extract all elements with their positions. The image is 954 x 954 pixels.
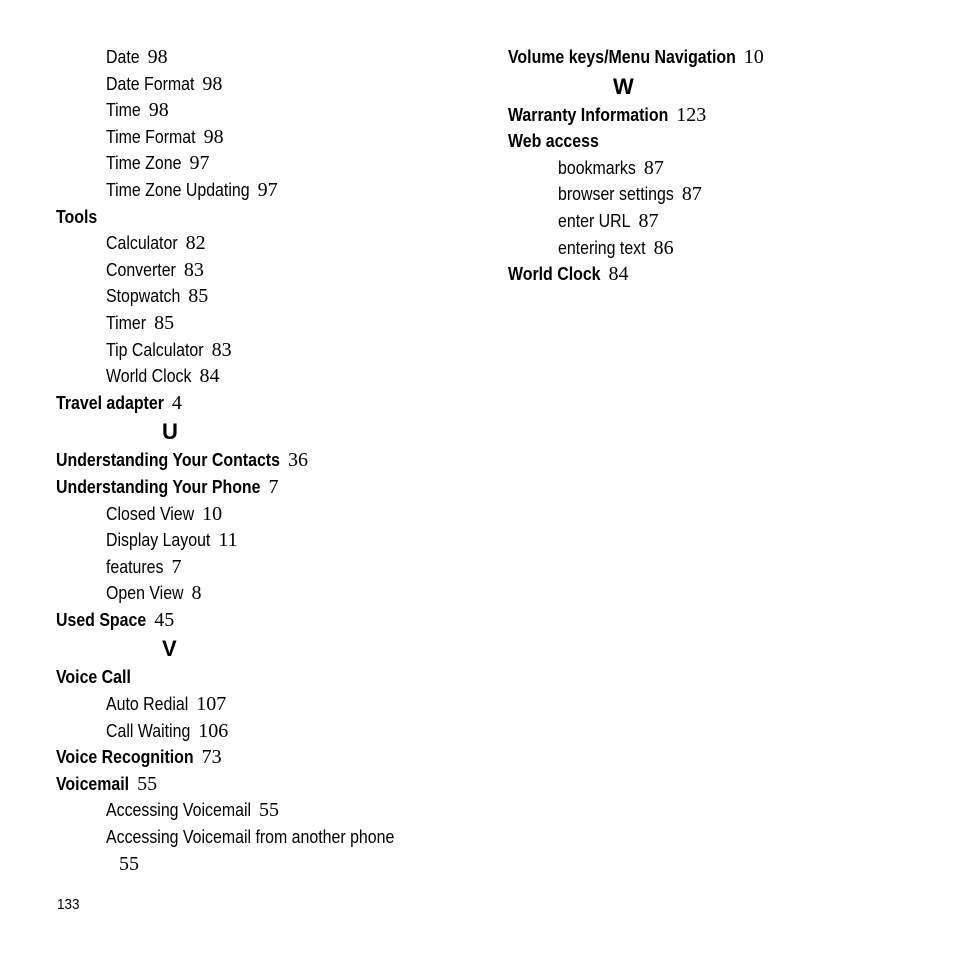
index-term: Travel adapter <box>56 391 164 413</box>
index-sub-entry <box>56 824 476 851</box>
index-page-ref: 85 <box>188 285 209 308</box>
index-page-ref: 98 <box>203 125 224 148</box>
index-term: Date <box>106 46 140 67</box>
index-page-ref: 10 <box>202 502 223 525</box>
index-sub-entry <box>56 97 476 124</box>
index-page-ref: 98 <box>147 46 168 68</box>
index-term: Voice Call <box>56 666 131 688</box>
index-page-ref: 87 <box>638 209 659 232</box>
index-page-ref: 4 <box>171 391 182 414</box>
page-number-text: 133 <box>57 896 80 913</box>
index-sub-entry <box>56 718 476 745</box>
index-term: Closed View <box>106 502 195 524</box>
index-sub-entry <box>56 554 476 581</box>
section-letter: U <box>162 419 178 445</box>
index-term: Tools <box>56 205 98 227</box>
index-term: Tip Calculator <box>106 338 204 360</box>
index-sub-entry <box>56 310 476 337</box>
index-sub-entry <box>56 337 476 364</box>
index-sub-entry <box>56 71 476 98</box>
index-sub-entry <box>508 155 928 182</box>
index-main-entry <box>508 102 928 129</box>
index-page-ref: 97 <box>189 152 210 175</box>
index-term: Time Zone <box>106 152 182 174</box>
index-page-ref: 36 <box>287 449 308 472</box>
page-number <box>57 895 82 915</box>
index-page-ref: 45 <box>154 608 175 631</box>
index-term: Used Space <box>56 608 147 630</box>
index-term: bookmarks <box>558 156 636 178</box>
index-term: Stopwatch <box>106 285 181 307</box>
index-term: Time <box>106 99 141 121</box>
index-term: Display Layout <box>106 529 211 551</box>
index-main-entry <box>508 128 928 155</box>
index-page-ref: 84 <box>608 263 629 286</box>
section-letter: W <box>613 73 634 99</box>
index-sub-entry <box>56 691 476 718</box>
index-page-ref: 7 <box>268 475 279 498</box>
index-term: Accessing Voicemail <box>106 799 252 821</box>
index-page-ref: 107 <box>196 693 227 716</box>
index-term: Volume keys/Menu Navigation <box>508 46 736 67</box>
index-term: Voice Recognition <box>56 746 194 768</box>
index-page-ref: 11 <box>218 529 238 552</box>
index-main-entry <box>508 44 928 71</box>
index-main-entry <box>56 607 476 634</box>
index-main-entry <box>56 744 476 771</box>
index-term: Auto Redial <box>106 693 189 715</box>
index-term: enter URL <box>558 209 631 231</box>
index-sub-entry <box>56 363 476 390</box>
index-page-ref: 83 <box>183 258 204 281</box>
index-main-entry <box>56 474 476 501</box>
index-page-ref: 98 <box>202 72 223 95</box>
index-page-ref: 87 <box>643 156 664 179</box>
index-term: Web access <box>508 130 599 152</box>
index-page-ref: 106 <box>198 719 229 742</box>
index-term: World Clock <box>106 365 192 387</box>
index-sub-entry <box>508 235 928 262</box>
index-main-entry <box>56 390 476 417</box>
index-sub-entry <box>56 527 476 554</box>
index-sub-entry <box>56 150 476 177</box>
index-sub-entry <box>56 501 476 528</box>
index-term: Converter <box>106 258 176 280</box>
index-page-ref: 10 <box>743 46 764 68</box>
index-page-ref: 98 <box>148 99 169 122</box>
index-entry-continuation <box>56 851 476 878</box>
index-page-ref: 83 <box>211 338 232 361</box>
index-page-ref: 55 <box>119 852 139 875</box>
index-sub-entry <box>56 177 476 204</box>
index-term: Accessing Voicemail from another phone <box>106 826 395 848</box>
index-main-entry <box>56 447 476 474</box>
index-term: Call Waiting <box>106 719 191 741</box>
index-term: Warranty Information <box>508 103 669 125</box>
index-term: Timer <box>106 311 147 333</box>
index-term: World Clock <box>508 263 601 285</box>
index-page-ref: 7 <box>171 555 182 578</box>
index-sub-entry <box>508 208 928 235</box>
index-main-entry <box>56 664 476 691</box>
index-page-ref: 82 <box>185 232 206 255</box>
index-sub-entry <box>56 580 476 607</box>
index-sub-entry <box>508 181 928 208</box>
index-term: Understanding Your Contacts <box>56 449 280 471</box>
index-main-entry <box>56 771 476 798</box>
index-term: Time Format <box>106 125 196 147</box>
index-term: entering text <box>558 236 646 258</box>
index-page-ref: 97 <box>257 178 278 201</box>
index-page-ref: 123 <box>676 103 707 126</box>
index-page-ref: 85 <box>154 311 175 334</box>
index-column-right <box>508 44 928 288</box>
index-term: Voicemail <box>56 772 130 794</box>
index-sub-entry <box>56 44 476 71</box>
index-main-entry <box>508 261 928 288</box>
index-sub-entry <box>56 124 476 151</box>
index-term: Time Zone Updating <box>106 178 250 200</box>
index-page-ref: 55 <box>137 772 158 795</box>
index-page-ref: 87 <box>681 183 702 206</box>
index-term: Open View <box>106 582 184 604</box>
index-term: features <box>106 555 164 577</box>
index-term: Understanding Your Phone <box>56 475 261 497</box>
index-page-ref: 8 <box>191 582 202 605</box>
index-term: Date Format <box>106 72 195 94</box>
index-sub-entry <box>56 230 476 257</box>
index-page-ref: 86 <box>653 236 674 259</box>
index-page-ref: 73 <box>201 746 222 769</box>
index-term: Calculator <box>106 232 178 254</box>
index-main-entry <box>56 204 476 231</box>
index-term: browser settings <box>558 183 674 205</box>
index-page-ref: 55 <box>259 799 280 822</box>
index-sub-entry <box>56 797 476 824</box>
index-column-left <box>56 44 476 877</box>
index-sub-entry <box>56 283 476 310</box>
index-page-ref: 84 <box>199 365 220 388</box>
section-letter: V <box>162 636 177 662</box>
index-sub-entry <box>56 257 476 284</box>
